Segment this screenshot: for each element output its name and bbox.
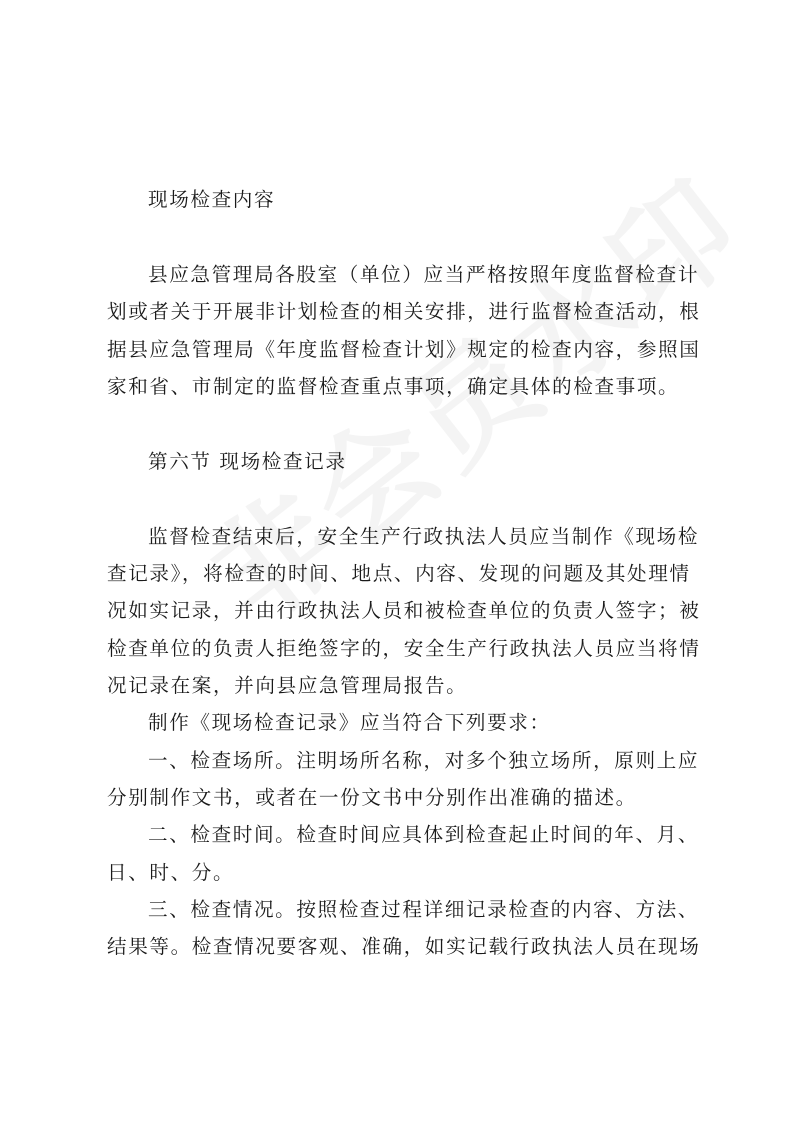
paragraph-line: 一、检查场所。注明场所名称，对多个独立场所，原则上应 [148, 749, 700, 772]
paragraph-line: 县应急管理局各股室（单位）应当严格按照年度监督检查计 [148, 263, 700, 286]
paragraph-line: 查记录》，将检查的时间、地点、内容、发现的问题及其处理情 [107, 562, 691, 585]
paragraph-line: 据县应急管理局《年度监督检查计划》规定的检查内容，参照国 [107, 338, 701, 361]
paragraph-line: 检查单位的负责人拒绝签字的，安全生产行政执法人员应当将情 [107, 637, 701, 660]
paragraph-line: 二、检查时间。检查时间应具体到检查起止时间的年、月、 [148, 823, 700, 846]
paragraph-line: 况记录在案，并向县应急管理局报告。 [107, 674, 468, 697]
paragraph-line: 监督检查结束后，安全生产行政执法人员应当制作《现场检 [148, 525, 700, 548]
paragraph-line: 分别制作文书，或者在一份文书中分别作出准确的描述。 [107, 786, 637, 809]
paragraph-line: 三、检查情况。按照检查过程详细记录检查的内容、方法、 [148, 898, 700, 921]
section-heading: 现场检查内容 [148, 188, 276, 211]
section-heading: 第六节 现场检查记录 [148, 450, 347, 473]
paragraph-line: 家和省、市制定的监督检查重点事项，确定具体的检查事项。 [107, 375, 680, 398]
paragraph-line: 日、时、分。 [107, 861, 235, 884]
paragraph-line: 况如实记录，并由行政执法人员和被检查单位的负责人签字；被 [107, 599, 701, 622]
paragraph-line: 划或者关于开展非计划检查的相关安排，进行监督检查活动，根 [107, 300, 701, 323]
paragraph-line: 制作《现场检查记录》应当符合下列要求： [148, 711, 551, 734]
paragraph-line: 结果等。检查情况要客观、准确，如实记载行政执法人员在现场 [107, 935, 701, 958]
